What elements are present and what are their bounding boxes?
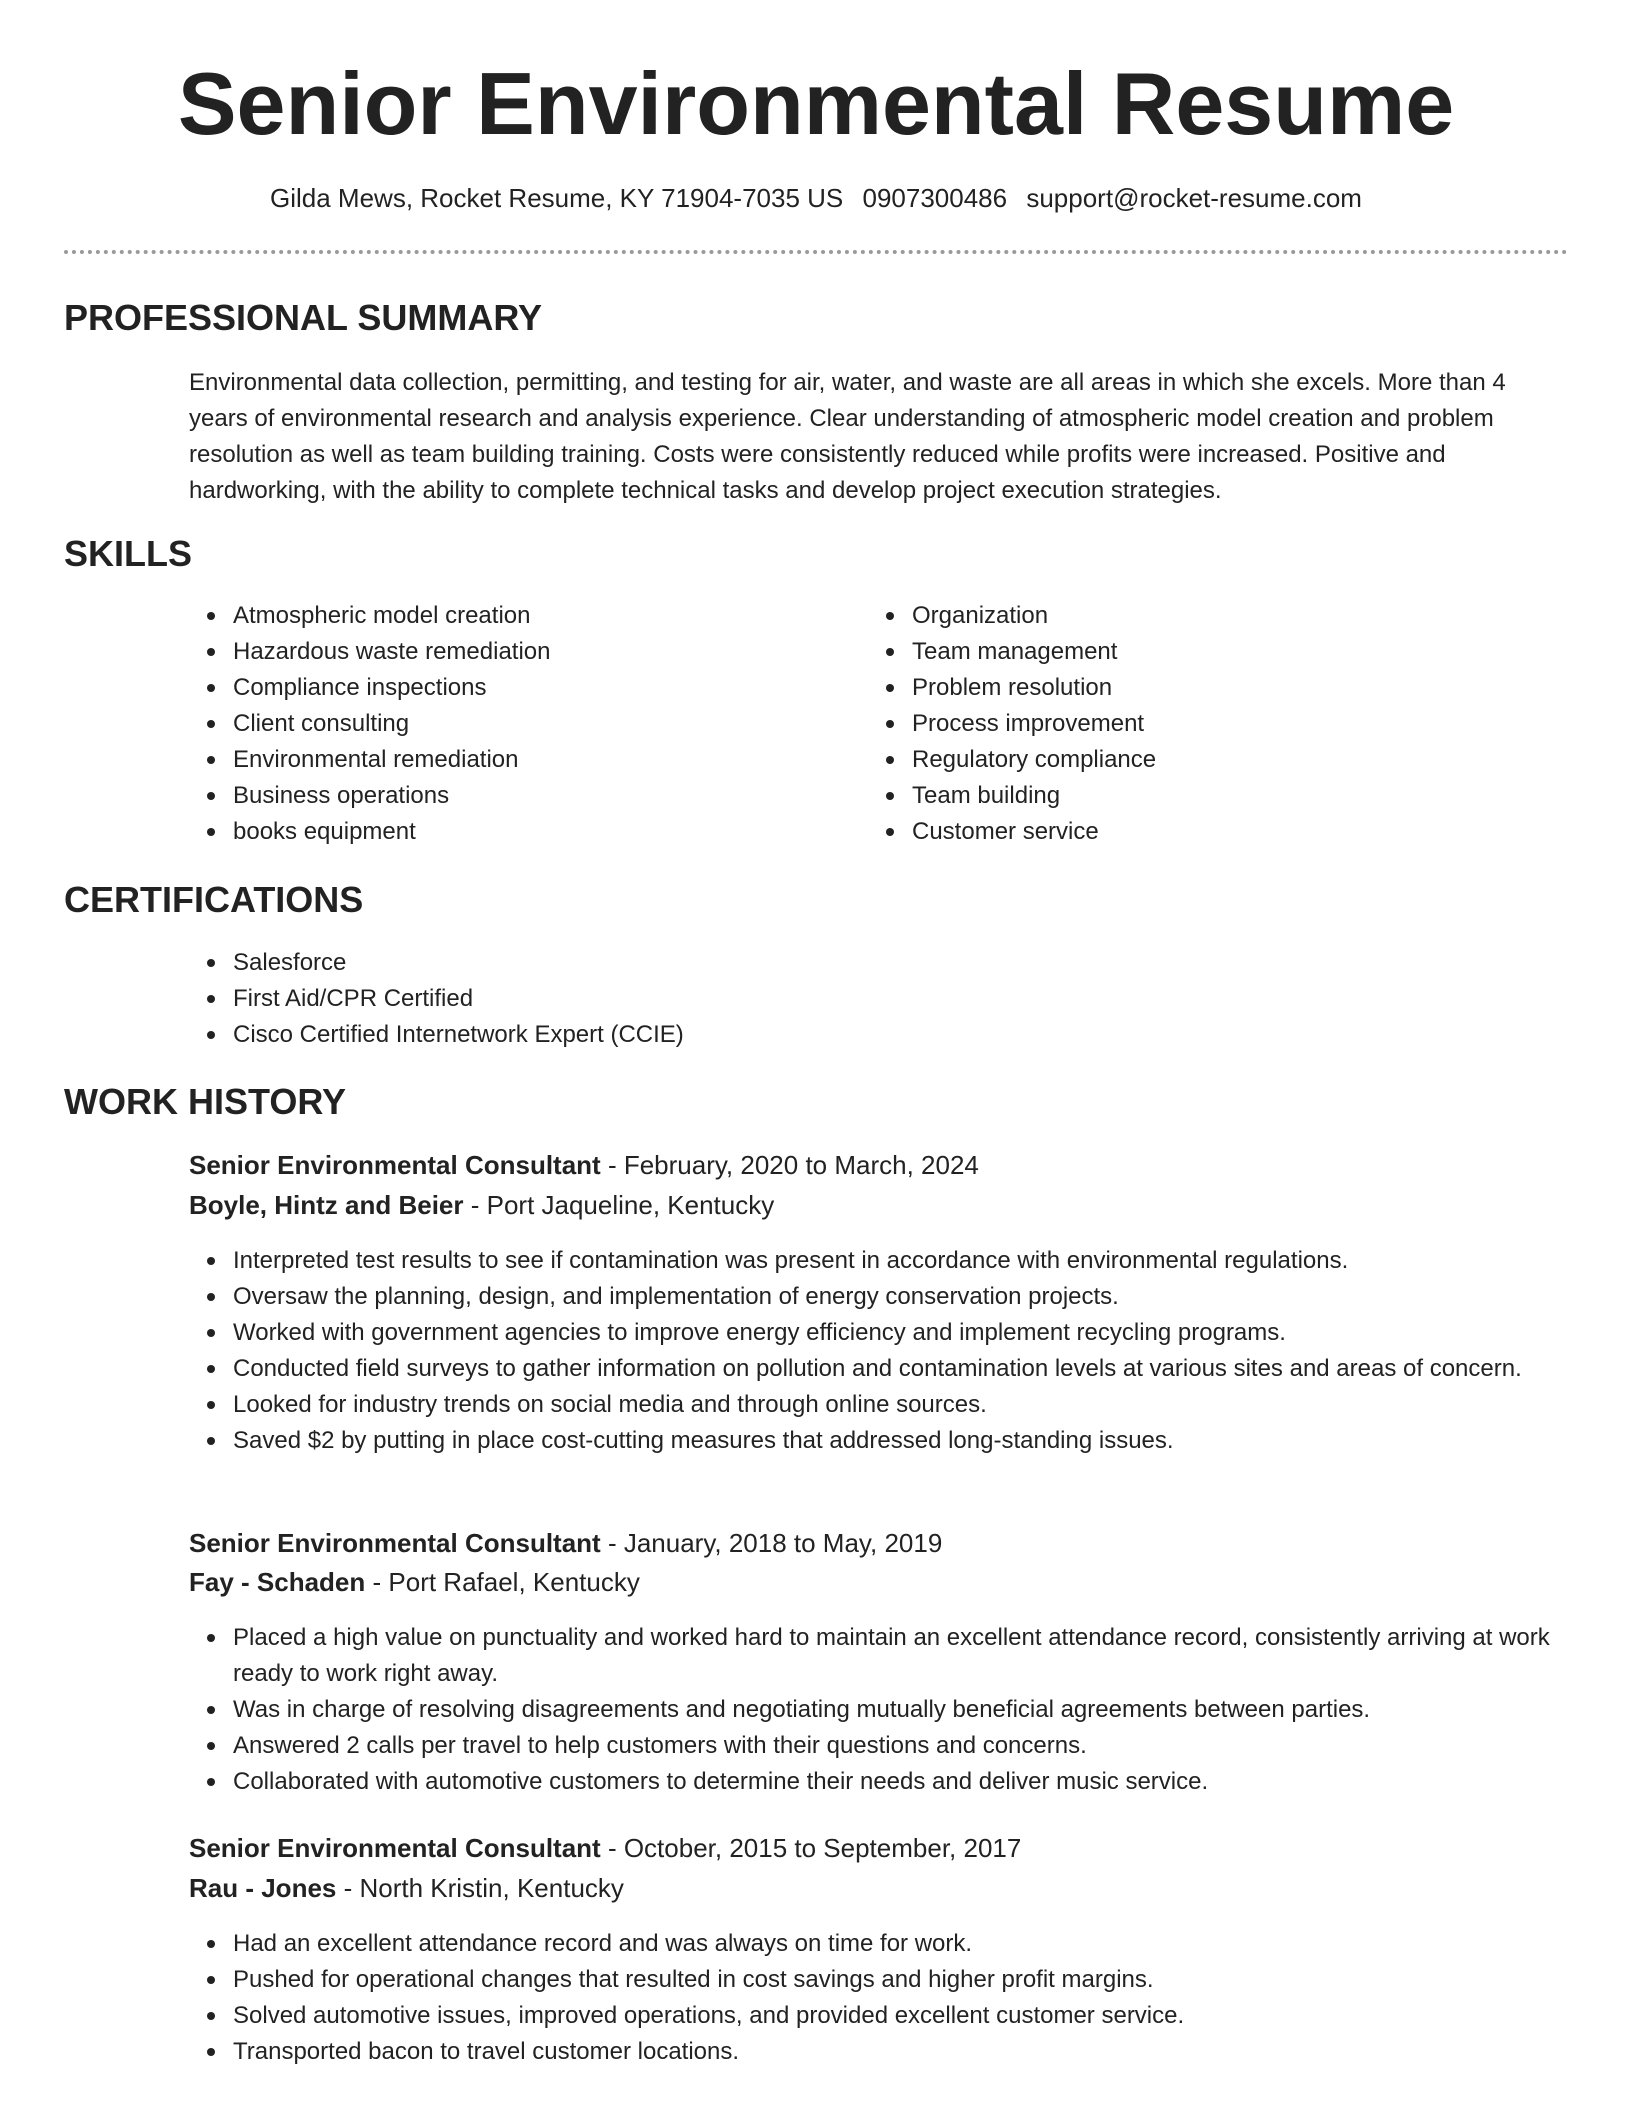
list-item: Problem resolution: [912, 670, 1512, 706]
header-divider: [64, 250, 1568, 254]
certifications-list: [189, 945, 1533, 1053]
list-item: Team management: [912, 634, 1512, 670]
job-location: - North Kristin, Kentucky: [336, 1873, 624, 1903]
job-title: Senior Environmental Consultant: [189, 1833, 601, 1863]
list-item: Worked with government agencies to improve energy efficiency and implement recycling programs.: [233, 1315, 1583, 1351]
list-item: Organization: [912, 598, 1512, 634]
contact-phone: 0907300486: [862, 183, 1008, 213]
list-item: Compliance inspections: [233, 670, 833, 706]
list-item: Had an excellent attendance record and was always on time for work.: [233, 1926, 1583, 1962]
job-dates: - October, 2015 to September, 2017: [600, 1833, 1022, 1863]
list-item: Conducted field surveys to gather information on pollution and contamination levels at various sites and areas of concern.: [233, 1351, 1583, 1387]
list-item: Hazardous waste remediation: [233, 634, 833, 670]
job-bullets: [189, 1620, 1583, 1800]
list-item: Pushed for operational changes that resulted in cost savings and higher profit margins.: [233, 1962, 1583, 1998]
list-item: Salesforce: [233, 945, 1533, 981]
list-item: Regulatory compliance: [912, 742, 1512, 778]
summary-heading: PROFESSIONAL SUMMARY: [64, 297, 543, 338]
contact-line: [0, 180, 1632, 216]
job-title: Senior Environmental Consultant: [189, 1528, 601, 1558]
skills-list-left: [189, 598, 833, 850]
job-title-line: [189, 1829, 1021, 1867]
list-item: First Aid/CPR Certified: [233, 981, 1533, 1017]
job-company: Fay - Schaden: [189, 1567, 366, 1597]
job-company-line: [189, 1186, 774, 1224]
job-company-line: [189, 1563, 640, 1601]
list-item: Solved automotive issues, improved operations, and provided excellent customer service.: [233, 1998, 1583, 2034]
list-item: Oversaw the planning, design, and implementation of energy conservation projects.: [233, 1279, 1583, 1315]
list-item: Process improvement: [912, 706, 1512, 742]
resume-title: Senior Environmental Resume: [177, 54, 1455, 153]
job-bullets: [189, 1243, 1583, 1459]
list-item: Transported bacon to travel customer locations.: [233, 2034, 1583, 2070]
list-item: books equipment: [233, 814, 833, 850]
skills-heading: SKILLS: [64, 533, 193, 574]
list-item: Collaborated with automotive customers to determine their needs and deliver music service.: [233, 1764, 1583, 1800]
job-company: Rau - Jones: [189, 1873, 337, 1903]
list-item: Interpreted test results to see if contamination was present in accordance with environmental regulations.: [233, 1243, 1583, 1279]
summary-text: Environmental data collection, permitting, and testing for air, water, and waste are all areas in which she excels. More than 4 years of environmental research and analysis experience. Clear understanding of atmospheric model creation and problem resolution as well as team building training. Costs were consistently reduced while profits were increased. Positive and hardworking, with the ability to complete technical tasks and develop project execution strategies.: [189, 369, 1506, 504]
certifications-heading: CERTIFICATIONS: [64, 879, 364, 920]
contact-email[interactable]: support@rocket-resume.com: [1026, 183, 1362, 213]
job-dates: - January, 2018 to May, 2019: [600, 1528, 943, 1558]
job-dates: - February, 2020 to March, 2024: [600, 1150, 979, 1180]
job-title-line: [189, 1146, 979, 1184]
list-item: Placed a high value on punctuality and worked hard to maintain an excellent attendance record, consistently arriving at work ready to work right away.: [233, 1620, 1583, 1692]
list-item: Answered 2 calls per travel to help customers with their questions and concerns.: [233, 1728, 1583, 1764]
job-company-line: [189, 1869, 624, 1907]
work-history-heading: WORK HISTORY: [64, 1081, 347, 1122]
contact-address: Gilda Mews, Rocket Resume, KY 71904-7035 US: [270, 183, 844, 213]
job-title-line: [189, 1524, 942, 1562]
list-item: Atmospheric model creation: [233, 598, 833, 634]
job-company: Boyle, Hintz and Beier: [189, 1190, 464, 1220]
list-item: Environmental remediation: [233, 742, 833, 778]
list-item: Cisco Certified Internetwork Expert (CCIE): [233, 1017, 1533, 1053]
job-bullets: [189, 1926, 1583, 2070]
job-location: - Port Rafael, Kentucky: [365, 1567, 640, 1597]
job-location: - Port Jaqueline, Kentucky: [463, 1190, 775, 1220]
list-item: Looked for industry trends on social media and through online sources.: [233, 1387, 1583, 1423]
list-item: Business operations: [233, 778, 833, 814]
list-item: Client consulting: [233, 706, 833, 742]
list-item: Customer service: [912, 814, 1512, 850]
list-item: Team building: [912, 778, 1512, 814]
skills-list-right: [868, 598, 1512, 850]
list-item: Saved $2 by putting in place cost-cutting measures that addressed long-standing issues.: [233, 1423, 1583, 1459]
list-item: Was in charge of resolving disagreements and negotiating mutually beneficial agreements between parties.: [233, 1692, 1583, 1728]
job-title: Senior Environmental Consultant: [189, 1150, 601, 1180]
